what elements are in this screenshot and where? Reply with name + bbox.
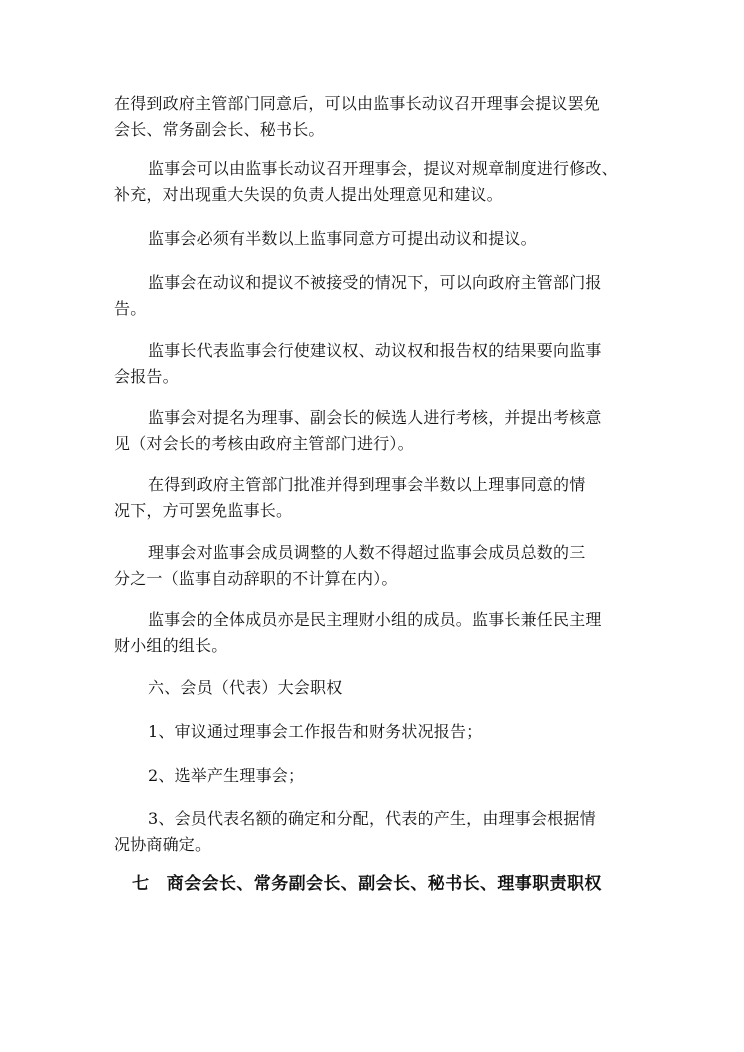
paragraph-12 (114, 763, 638, 789)
paragraph-line: 分之一（监事自动辞职的不计算在内）。 (114, 569, 398, 588)
paragraph-3 (114, 226, 638, 252)
paragraph-line: 告。 (114, 299, 147, 318)
paragraph-line: 2、选举产生理事会； (148, 766, 305, 785)
paragraph-line: 见（对会长的考核由政府主管部门进行）。 (114, 434, 414, 453)
paragraph-line: 监事会可以由监事长动议召开理事会，提议对规章制度进行修改、 (148, 159, 618, 178)
paragraph-11 (114, 719, 638, 745)
paragraph-line: 在得到政府主管部门批准并得到理事会半数以上理事同意的情 (148, 475, 586, 494)
paragraph-line: 在得到政府主管部门同意后，可以由监事长动议召开理事会提议罢免 (114, 94, 601, 113)
paragraph-line: 监事长代表监事会行使建议权、动议权和报告权的结果要向监事 (148, 341, 602, 360)
paragraph-8 (114, 540, 638, 592)
paragraph-line: 3、会员代表名额的确定和分配，代表的产生，由理事会根据情 (148, 809, 596, 828)
paragraph-line: 1、审议通过理事会工作报告和财务状况报告； (148, 722, 483, 741)
section-heading: 七 商会会长、常务副会长、副会长、秘书长、理事职责职权 (132, 874, 602, 894)
paragraph-line: 补充，对出现重大失误的负责人提出处理意见和建议。 (114, 185, 503, 204)
paragraph-6 (114, 405, 638, 457)
paragraph-line: 财小组的组长。 (114, 636, 228, 655)
paragraph-line: 理事会对监事会成员调整的人数不得超过监事会成员总数的三 (148, 543, 586, 562)
paragraph-line: 六、会员（代表）大会职权 (148, 678, 343, 697)
paragraph-line: 会长、常务副会长、秘书长。 (114, 120, 325, 139)
paragraph-9 (114, 607, 638, 659)
paragraph-line: 监事会必须有半数以上监事同意方可提出动议和提议。 (148, 229, 537, 248)
paragraph-7 (114, 472, 638, 524)
paragraph-10 (114, 675, 638, 701)
paragraph-13 (114, 806, 638, 858)
paragraph-line: 会报告。 (114, 367, 179, 386)
paragraph-line: 监事会的全体成员亦是民主理财小组的成员。监事长兼任民主理 (148, 610, 602, 629)
paragraph-line: 监事会对提名为理事、副会长的候选人进行考核，并提出考核意 (148, 408, 602, 427)
paragraph-line: 况协商确定。 (114, 835, 212, 854)
paragraph-4 (114, 270, 638, 322)
paragraph-line: 监事会在动议和提议不被接受的情况下，可以向政府主管部门报 (148, 273, 602, 292)
paragraph-5 (114, 338, 638, 390)
paragraph-line: 况下，方可罢免监事长。 (114, 501, 293, 520)
paragraph-2 (114, 156, 638, 208)
paragraph-1 (114, 91, 638, 143)
